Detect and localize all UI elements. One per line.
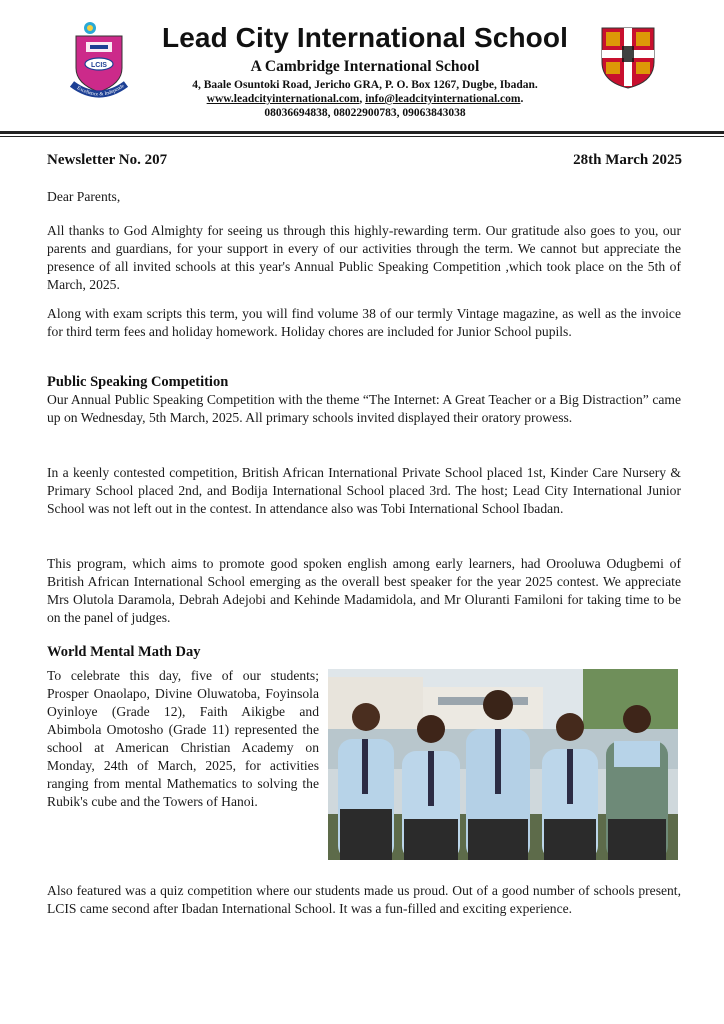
website-link[interactable]: www.leadcityinternational.com [206, 93, 360, 105]
paragraph-intro: All thanks to God Almighty for seeing us through this highly-rewarding term. Our gratitude also goes to you, our parents and guardians, for your support in every of our activities through the term. We cannot but appreciate the presence of all invited schools at this year's Annual Public Speaking Competition ,which took place on the 5th of March, 2025. [47, 223, 681, 292]
heading-mental-math: World Mental Math Day [47, 644, 201, 660]
phone-numbers: 08036694838, 08022900783, 09063843038 [264, 107, 466, 119]
newsletter-number: Newsletter No. 207 [47, 152, 168, 168]
street-address: 4, Baale Osuntoki Road, Jericho GRA, P. O. Box 1267, Dugbe, Ibadan. [192, 79, 538, 91]
letterhead [0, 0, 724, 130]
paragraph-exam-scripts: Along with exam scripts this term, you will find volume 38 of our termly Vintage magazine, as well as the invoice for third term fees and holiday homework. Holiday chores are included for Junior School pupils. [47, 306, 681, 339]
salutation: Dear Parents, [47, 189, 121, 204]
school-address-block [130, 78, 600, 120]
crest-motto: Excellence & Independe [75, 83, 126, 98]
paragraph-competition-theme: Our Annual Public Speaking Competition with the theme “The Internet: A Great Teacher or a Big Distraction” came up on Wednesday, 5th March, 2025. All primary schools invited displayed their oratory prowess. [47, 392, 681, 425]
school-name: Lead City International School [162, 22, 568, 53]
newsletter-date: 28th March 2025 [573, 152, 682, 168]
paragraph-best-speaker: This program, which aims to promote good spoken english among early learners, had Orooluwa Odugbemi of British African International School emerging as the overall best speaker for the year 2025 contest. We appreciate Mrs Olutola Daramola, Debrah Adejobi and Kehinde Madamidola, and Mr Oluranti Familoni for taking time to be on the panel of judges. [47, 556, 681, 625]
contact-links: www.leadcityinternational.com, info@leadcityinternational.com. [206, 93, 524, 105]
students-group-photo [328, 669, 678, 860]
header-divider-thick [0, 131, 724, 134]
crest-text: LCIS [91, 62, 107, 69]
header-divider-thin [0, 136, 724, 137]
email-link[interactable]: info@leadcityinternational.com [365, 93, 521, 105]
paragraph-competition-results: In a keenly contested competition, British African International Private School placed 1st, Kinder Care Nursery & Primary School placed 2nd, and Bodija International School placed 3rd. The host; Lead City International Junior School was not left out in the contest. In attendance also was Tobi International School Ibadan. [47, 465, 681, 516]
heading-public-speaking: Public Speaking Competition [47, 374, 229, 390]
school-crest-logo [68, 18, 130, 108]
school-subtitle: A Cambridge International School [250, 58, 480, 75]
cambridge-crest-logo [600, 26, 656, 90]
paragraph-mental-math: To celebrate this day, five of our students; Prosper Onaolapo, Divine Oluwatoba, Foyinsola Oyinloye (Grade 12), Faith Aikigbe and Abimbola Omotosho (Grade 11) represented the school at American Christian Academy on Monday, 24th of March, 2025, for activities ranging from mental Mathematics to solving the Rubik's cube and the Towers of Hanoi. [47, 668, 319, 809]
crest-sun-icon [84, 22, 96, 34]
paragraph-quiz: Also featured was a quiz competition where our students made us proud. Out of a good number of schools present, LCIS came second after Ibadan International School. It was a fun-filled and exciting experience. [47, 883, 681, 916]
